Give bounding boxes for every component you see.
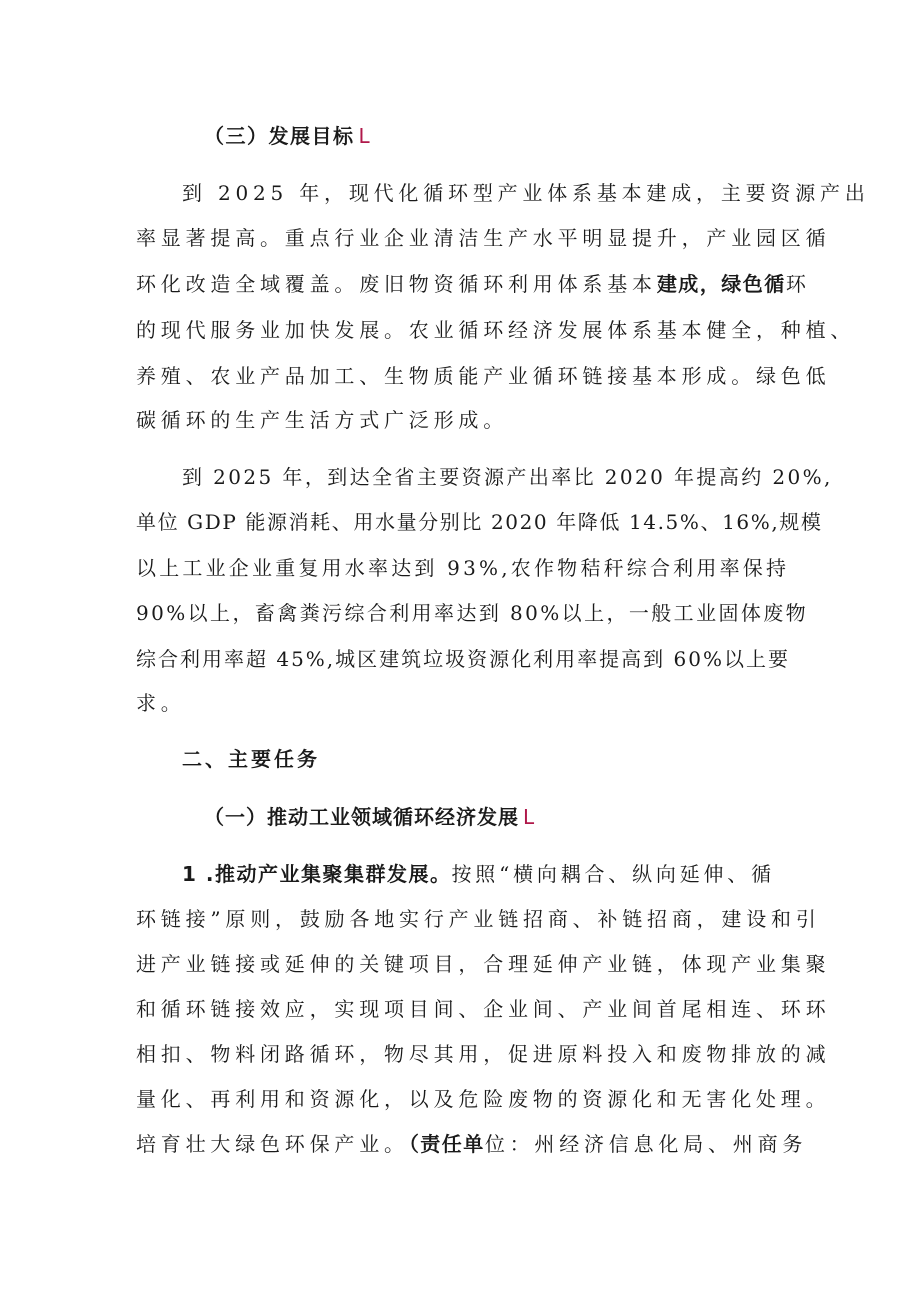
paragraph-line xyxy=(136,270,811,298)
text-run: 位：州经济信息化局、州商务 xyxy=(484,1132,808,1156)
paragraph-line: 相扣、物料闭路循环，物尽其用，促进原料投入和废物排放的减 xyxy=(136,1042,831,1066)
paragraph-line: 单位 GDP 能源消耗、用水量分别比 2020 年降低 14.5%、16%,规模 xyxy=(136,510,823,534)
paragraph-line: 综合利用率超 45%,城区建筑垃圾资源化利用率提高到 60%以上要 xyxy=(136,647,790,671)
paragraph-line: 的现代服务业加快发展。农业循环经济发展体系基本健全，种植、 xyxy=(136,318,856,342)
text-run: 环化改造全域覆盖。废旧物资循环利用体系基本 xyxy=(136,272,657,296)
paragraph-line xyxy=(136,1130,807,1158)
text-run: 按照“横向耦合、纵向延伸、循 xyxy=(451,862,775,886)
paragraph-line xyxy=(182,860,775,888)
paragraph-line: 和循环链接效应，实现项目间、企业间、产业间首尾相连、环环 xyxy=(136,997,831,1021)
paragraph-line: 求。 xyxy=(136,691,186,715)
paragraph-line: 量化、再利用和资源化，以及危险废物的资源化和无害化处理。 xyxy=(136,1087,831,1111)
paragraph-line: 环链接”原则，鼓励各地实行产业链招商、补链招商，建设和引 xyxy=(136,907,821,931)
heading-text: （三）发展目标 xyxy=(204,124,355,148)
paragraph-line: 碳循环的生产生活方式广泛形成。 xyxy=(136,408,508,432)
text-run: 环 xyxy=(785,272,811,296)
bold-text-run: （责任单 xyxy=(408,1132,485,1156)
bold-text-run: 建成，绿色循 xyxy=(656,272,786,296)
paragraph-line: 到 2025 年，到达全省主要资源产出率比 2020 年提高约 20%, xyxy=(182,465,833,489)
section-heading-main-tasks: 二、主要任务 xyxy=(182,747,320,771)
paragraph-line: 以上工业企业重复用水率达到 93%,农作物秸秆综合利用率保持 xyxy=(136,556,790,580)
section-heading-industrial-circular-economy xyxy=(204,803,535,831)
edit-mark: L xyxy=(358,124,372,148)
paragraph-line: 进产业链接或延伸的关键项目，合理延伸产业链，体现产业集聚 xyxy=(136,952,831,976)
bold-text-run: 1 .推动产业集聚集群发展。 xyxy=(182,862,452,886)
paragraph-line: 率显著提高。重点行业企业清洁生产水平明显提升，产业园区循 xyxy=(136,226,831,250)
section-heading-development-goals xyxy=(204,122,371,150)
edit-mark: L xyxy=(523,805,536,829)
paragraph-line: 到 2025 年，现代化循环型产业体系基本建成，主要资源产出 xyxy=(182,181,870,205)
heading-text: （一）推动工业领域循环经济发展 xyxy=(204,805,519,829)
paragraph-line: 养殖、农业产品加工、生物质能产业循环链接基本形成。绿色低 xyxy=(136,364,831,388)
text-run: 培育壮大绿色环保产业。 xyxy=(136,1132,409,1156)
paragraph-line: 90%以上，畜禽粪污综合利用率达到 80%以上，一般工业固体废物 xyxy=(136,601,809,625)
